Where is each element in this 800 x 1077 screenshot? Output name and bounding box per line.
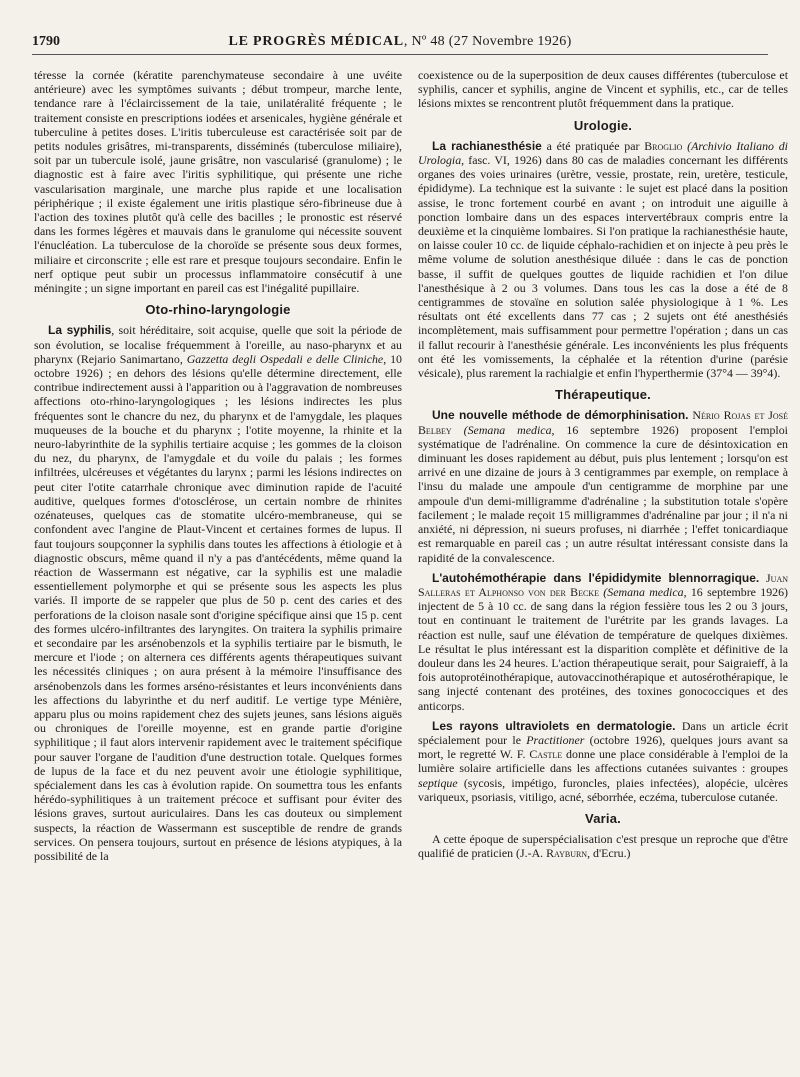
varia-text-b: , d'Ecru.) <box>587 846 631 861</box>
uv-text-b: (octobre 1926), quelques jours avant sa mort, le regretté <box>418 732 788 762</box>
author-castle: W. F. Castle <box>499 747 563 762</box>
paragraph-autohemotherapie <box>418 571 788 713</box>
author-rayburn: Rayburn <box>546 846 588 861</box>
uv-text-d: (sycosis, impétigo, furoncles, plaies infectées), alopécie, ulcères variqueux, psoriasis, vitiligo, acné, séborrhée, eczéma, tuberculose cutanée. <box>418 775 788 804</box>
syphilis-text-a: , soit héréditaire, soit acquise, quelle que soit la période de son évolution, se localise fréquemment à l'oreille, au naso-pharynx et au pharynx (Rejario Sanimartano, <box>34 323 402 366</box>
varia-text-a: A cette époque de superspécialisation c'est presque un reproche que d'être qualifié de praticien (J.-A. <box>418 832 788 861</box>
running-header <box>32 32 768 55</box>
uv-text-c: donne une place considérable à l'emploi de la lumière solaire artificielle dans les affections cutanées suivantes : groupes <box>418 747 789 776</box>
section-heading-therapeutique: Thérapeutique. <box>555 387 651 403</box>
left-column <box>34 68 402 863</box>
section-heading-varia: Varia. <box>585 810 621 826</box>
author-broglio: Broglio <box>644 138 683 153</box>
paragraph-syphilis <box>34 323 402 863</box>
uv-text-a: Dans un article écrit spécialement pour le <box>418 718 788 747</box>
right-column <box>418 68 788 861</box>
journal-name: LE PROGRÈS MÉDICAL <box>228 34 404 49</box>
lead-autohemotherapie: L'autohémothérapie dans l'épididymite blennorragique. <box>432 570 760 585</box>
paragraph-ultraviolets <box>418 719 788 804</box>
citation-gazzetta: Gazzetta degli Ospedali e delle Cliniche <box>186 351 384 366</box>
rachi-text-b: , fasc. VI, 1926) dans 80 cas de maladies concernant les différents organes des voies urinaires (urètre, vessie, prostate, rein, uretère, testicule, épididyme). La technique est la suivante : le sujet est placé dans la position assise, le tronc fortement courbé en avant ; on introduit une aiguille à ponction lombaire dans un des espaces intervertébraux compris entre la deuxième et la cinquième lombaires. Si l'on pratique la rachianesthésie haute, on laisse couler 10 cc. de liquide céphalo-rachidien et on injecte à peu près le même volume de solution anesthésique diluée : dans le cas de ponction basse, il suffit de quelques gouttes de liquide rachidien et l'on dilue l'anesthésique à 2 ou 3 volumes. Dans tous les cas la dose a été de 8 centigrammes de stovaïne en solution salée physiologique à 1 %. Les résultats ont été excellents dans 77 cas ; 2 sujets ont été anesthésiés incomplètement, mais suffisamment pour permettre l'opération ; dans un cas il fallut recourir à l'anesthésie générale. Les inconvénients les plus fréquents ont été les vomissements, la céphalée et la rétention d'urine (parésie vésicale), plus rarement la rachialgie et enfin l'hyperthermie (37°4 — 39°4). <box>418 153 788 381</box>
paragraph-varia <box>418 832 788 860</box>
citation-semana-2: (Semana medica <box>603 584 684 599</box>
citation-practitioner: Practitioner <box>526 732 585 747</box>
section-heading-oto: Oto-rhino-laryngologie <box>145 302 291 318</box>
syphilis-text-b: , 10 octobre 1926) ; en dehors des lésions qu'elle détermine directement, elle contribue indirectement aussi à l'apparition ou à l'aggravation de nombreuses affections oto-rhino-laryngologiques ; les lésions indirectes les plus fréquentes sont le chancre du nez, du pharynx et de l'amygdale, les plaques muqueuses de la bouche et du pharynx ; l'otite moyenne, la rhinite et la neuro-labyrinthite de la syphilis tertiaire acquise ; les gommes de la cloison du nez, du pharynx, de l'amygdale et du voile du palais ; les formes infiltrées, ulcéreuses et végétantes du larynx ; parmi les lésions indirectes on peut citer l'otite catarrhale chronique avec diminution rapide de l'acuité auditive, quelques formes d'otosclérose, un certain nombre de rhinites ozénateuses, quelques cas de stomatite ulcéro-membraneuse, qui se confondent avec l'angine de Plaut-Vincent et certaines formes de lupus. Il faut toujours soupçonner la syphilis dans toutes les affections à étiologie et à diagnostic obscurs, même quand il n'y a pas d'antécédents, même quand la réaction de Wassermann est négative, car la syphilis est une maladie essentiellement polymorphe et qui se présente sous les aspects les plus variés. Il importe de se rappeler que plus de 50 p. cent des caries et des perforations de la cloison nasale sont d'origine spécifique ainsi que 15 p. cent des formes ulcéro-infiltrantes des laryngites. On traitera la syphilis primaire et secondaire par les arsénobenzols et la syphilis tertiaire par le bismuth, le mercure et l'iode ; on alternera ces différents agents thérapeutiques suivant les nécessités cliniques ; on aura présent à la mémoire l'insuffisance des arsénobenzols dans les formes arséno-résistantes et leurs inconvénients dans les affections du labyrinthe et du nerf auditif. Le vertige type Ménière, apparu plus ou moins rapidement chez des sujets jeunes, sans lésions aiguës ou chroniques de l'oreille moyenne, est en grande partie d'origine syphilitique ; il faut alors intervenir rapidement avec le traitement spécifique pour sauver l'organe de l'audition d'une destruction totale. Quelques formes de lupus de la face et du nez peuvent avoir une étiologie syphilitique, spécialement dans les cas à évolution rapide. On soumettra tous les enfants hérédo-syphilitiques à un traitement précoce et suffisant pour éviter des lésions graves, surtout auriculaires. Dans les cas douteux ou simplement suspects, la réaction de Wassermann est susceptible de rendre de grands services. On pensera toujours, surtout en présence de lésions atypiques, à la possibilité de la <box>34 351 402 863</box>
word-septique: septique <box>418 775 458 790</box>
paragraph-rachianesthesie <box>418 139 788 380</box>
authors-rojas-belbey: Nério Rojas et José Belbey <box>418 408 788 437</box>
lead-ultraviolets: Les rayons ultraviolets en dermatologie. <box>432 718 676 733</box>
paragraph-demorphinisation <box>418 408 788 564</box>
rachi-text-a: a été pratiquée par <box>541 138 645 153</box>
adren-text: , 16 septembre 1926) proposent l'emploi systématique de l'adrénaline. On commence la cure de désintoxication en diminuant les doses rapidement au début, puis plus lentement ; lorsqu'on est arrivé en une dizaine de jours à 3 centigrammes par exemple, on remplace à l'insu du malade une ampoule d'un centigramme de morphine par une ampoule d'un demi-milligramme d'adrénaline ; la substitution totale s'opère facilement ; le malade reçoit 15 milligrammes d'adrénaline par jour ; il n'a ni anxiété, ni dépression, ni sueurs profuses, ni diarrhée ; l'effet tonicardiaque est remarquable en pareil cas ; un autre résultat intéressant consiste dans la rapidité de la convalescence. <box>418 422 788 565</box>
lead-demorphinisation: Une nouvelle méthode de démorphinisation. <box>432 408 689 423</box>
page-number: 1790 <box>32 34 60 49</box>
citation-semana-1: (Semana medica <box>463 422 552 437</box>
journal-title <box>32 34 768 50</box>
citation-archivio: (Archivio Italiano di Urologia <box>418 138 788 168</box>
issue-info: , Nº 48 (27 Novembre 1926) <box>403 34 572 49</box>
authors-salleras-becke: Juan Salleras et Alphonso von der Becke <box>418 570 788 599</box>
paragraph-syphilis-end: coexistence ou de la superposition de deux causes différentes (tuberculose et syphilis, cancer et syphilis, angine de Vincent et syphilis, etc., car de telles lésions mixtes se rencontrent plutôt fréquemment dans la pratique. <box>418 68 788 111</box>
auto-text: , 16 septembre 1926) injectent de 5 à 10 cc. de sang dans la région fessière tous les 2 ou 3 jours, tout en continuant le traitement de l'urétrite par les grands lavages. La réaction est nulle, sauf une élévation de température de quelques dixièmes. Le résultat le plus intéressant est la disparition complète et définitive de la douleur dans les 24 heures. L'action thérapeutique serait, pour Saigraieff, à la fois autoprotéinothérapique, autovaccinothérapique et autosérothérapique, le sang injecté contenant des protéines, des toxines gonococciques et des anticorps. <box>418 584 788 713</box>
section-heading-urologie: Urologie. <box>573 117 633 133</box>
paragraph-ophtalmo-end: téresse la cornée (kératite parenchymateuse secondaire à une uvéite antérieure) avec les symptômes suivants ; début trompeur, marche lente, tendance rare à l'éclaircissement de la taie, unilatéralité fréquente ; le traitement consiste en prescriptions iodées et arsenicales, hygiène générale et tuberculine à petites doses. L'iritis tuberculeuse est caractérisée soit par de petits nodules grisâtres, mi-transparents, disséminés (tuberculose miliaire), soit par un tubercule isolé, jaune grisâtre, non vascularisé (granulome) ; le diagnostic est à faire avec l'iritis syphilitique, qui présente une riche vascularisation marginale, une marche plus rapide et une localisation périphérique ; il existe également une iritis plastique séro-fibrineuse due à l'action des toxines plutôt qu'à celle des bacilles ; le pronostic est réservé dans les formes légères et mauvais dans le granulome qui nécessite souvent l'énucléation. La tuberculose de la choroïde se présente sous deux formes, miliaire et circonscrite ; elle est rare et presque toujours secondaire. Enfin le nerf optique peut subir un processus inflammatoire consécutif à une méningite ; un signe important en pareil cas est l'inégalité pupillaire. <box>34 68 402 296</box>
lead-syphilis: La syphilis <box>48 323 112 338</box>
lead-rachianesthesie: La rachianesthésie <box>432 138 542 153</box>
